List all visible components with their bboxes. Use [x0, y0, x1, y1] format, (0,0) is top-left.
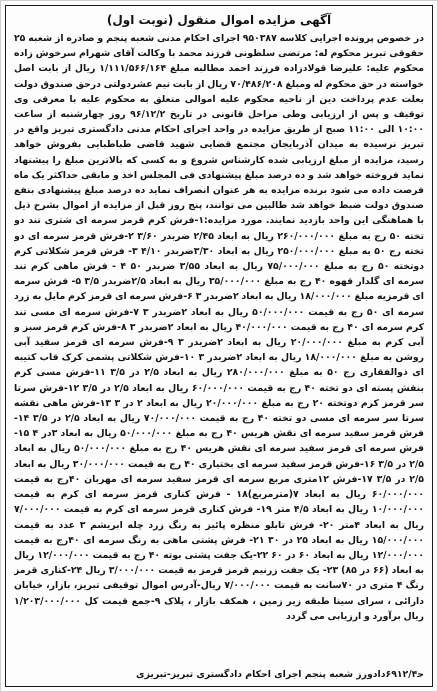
notice-body-text: در خصوص پرونده اجرایی کلاسه ۹۵۰۳۸۷ اجرای احکام مدنی شعبه پنجم و صادره از شعبه ۲۵ حقوقی تبریز محکوم له: مرتضی سلطونی فرزند محمد با وکالت آقای شهرام سرخوش زاده محکوم علیه: علیرضا قولادزاده فرزند احمد مطالبه مبلغ ۱/۱۱۱/۵۶۶/۱۶۴ ریال از بابت اصل خواسته در حق محکوم له ومبلغ ۷۰/۴۸۶/۲۰۸ ریال از بابت نیم عشردولتی درحق صندوق دولت بعلت عدم پرداخت دین از ناحیه محکوم علیه اموالی متعلق به محکوم علیه با معرفی وی توقیف و پس از ارزیابی وطی مراحل قانونی در تاریخ ۹۶/۱۲/۲ روز چهارشنبه از ساعت ۱۰:۰۰ الی ۱۱:۰۰ صبح از طریق مزایده در واحد اجرای احکام مدنی دادگستری تبریز واقع در تبریز نرسیده به میدان آذربایجان مجتمع قضایی شهید قاضی طباطبایی بفروش خواهد رسید، مزایده از مبلغ ارزیابی شده کارشناس شروع و به کسی که بالاترین مبلغ را پیشنهاد نماید فروخته خواهد شد و ده درصد مبلغ پیشنهادی فی المجلس اخذ و مابقی حداکثر یک ماه فرصت داده می شود برنده مزایده به هر عنوان انصراف نماید ده درصد مبلغ پیشنهادی بنفع صندوق دولت ضبط خواهد شد طالبین می توانند، پنج روز قبل از مزایده از اموال بشرح ذیل با هماهنگی این واحد بازدید نمایند. مورد مزایده:۱-فرش کرم قرمز سرمه ای شتری تند دو تخته ۵۰ رج به مبلغ ۲۶۰/۰۰۰/۰۰۰ ریال به ابعاد ۲/۴۵ ضربدر ۳/۶۰ ۲-فرش قرمز سرمه ای دو تخته رج ۵۰ به مبلغ ۲۵۰/۰۰۰/۰۰۰ ریال به ابعاد ۳/۳۰ضربدر ۴/۱۰ ۳- فرش قرمز شکلاتی کرم دوتخته ۵۰ رج به مبلغ ۷۵/۰۰۰/۰۰۰ ریال به ابعاد ۳/۵۵ ضربدر ۵۰ ۴ - فرش ماهی کرم تند سرمه ای گلدار قهوه ۴۰ رج به مبلغ ۳۵/۰۰۰/۰۰۰ ریال به ابعاد ۲/۵ضربدر ۳/۵ ۵- فرش سرمه ای قرمزیه مبلغ ۱۸/۰۰۰/۰۰۰ ریال به ابعاد ۲ضربدر ۳ ۶-فرش سرمه ای قرمز کرم مایل به زرد سرمه ای ۵۰ رج به قیمت ۵۰/۰۰۰/۰۰۰ ریال به ابعاد ۲ضربدر ۳ ۷-فرش سرمه ای مسی تند کرم سرمه ای ۴۰ رج به قیمت ۴۰/۰۰۰/۰۰۰ ریال به ابعاد ۲ضربدر ۳ ۸-فرش کرم قرمز سبز و آبی کرم به مبلغ ۲۰/۰۰۰/۰۰۰ ریال به ابعاد ۲ضربدر ۳ ۹-فرش سرمه ای قرمز سفید آبی روشن به مبلغ ۱۸/۰۰۰/۰۰۰ ریال به ابعاد ۲ضربدر ۳ ۱۰-فرش شکلاتی پشمی کرک قاب کتیبه ای ذوالفقاری رج ۵۰ به مبلغ ۲۸۰/۰۰۰/۰۰۰ ریال به ابعاد ۲/۵ در ۳/۵ ۱۱-فرش مسی کرم بنفش پسته ای دو تخته ۴۰ رج به قیمت ۶۰/۰۰۰/۰۰۰ ریال به ابعاد ۲/۵ در ۳/۵ ۱۲-فرش سرتا سر قرمز کرم دوتخته ۲۰ رج به مبلغ ۲۰/۰۰۰/۰۰۰ ریال به ابعاد ۲ در ۳ ۱۳-فرش ماهی نقشه سرتا سر سرمه ای مسی دو تخته ۴۰ رج به قیمت ۷۰/۰۰۰/۰۰۰ ریال به ابعاد ۲/۵ در ۳/۵ ۱۴-فرش قرمز سفید سرمه ای نقش هریس ۴۰ رج به مبلغ ۵۰/۰۰۰/۰۰۰ ریال به ابعاد ۳در ۴ ۱۵-فرش سرمه ای قرمز سفید سرمه ای نقش هریس ۴۰ رج به مبلغ ۵۰/۰۰۰/۰۰۰ ریال به ابعاد ۲/۵ در ۳/۵ ۱۶-فرش قرمز سفید سرمه ای بختیاری ۴۰ رج به قیمت ۳۰/۰۰۰/۰۰۰ ریال به ابعاد ۲/۵ در ۳/۵ ۱۷-فرش ۱۲متری مربع سرمه ای قرمز سفید سرمه ای مهربان ۴۰رج به قیمت ۶۰/۰۰۰/۰۰۰ ریال به ابعاد ۷(مترمربع)۱۸ - فرش کناری قرمز سرمه ای کرم به قیمت ۱۰/۰۰۰/۰۰۰ ریال به ابعاد ۴/۵ متر ۱۹- فرش کناری قرمز سرمه ای کرم به قیمت ۷/۰۰۰/۰۰۰ ریال به ابعاد ۴متر ۲۰- فرش تابلو منظره پائیز به رنگ زرد چله ابریشم ۳ عدد به قیمت ۱۵/۰۰۰/۰۰۰ ریال به ابعاد ۲۵ در ۳۰ ۲۱- فرش پشتی ماهی به رنگ سرمه ای ۴۰رج به قیمت ۱۲/۰۰۰/۰۰۰ ریال به ابعاد ۶۰ در ۶۰ ۲۲-یک جفت پشتی بوته ۴۰ رج به قیمت ۱۲/۰۰۰/۰۰۰ ریال به ابعاد (۶۶ در ۸۵) ۲۳- یک جفت زرنیم قرمز قرمز به قیمت ۳/۰۰۰/۰۰۰ ریال ۲۴-کناری قرمز رنگ ۴ متری در ۷۰سانت به قیمت ۷/۰۰۰/۰۰۰ ریال-آدرس اموال توقیفی تبریز، بازار، خیابان دارائی ، سرای سینا طبقه زیر زمین ، همکف بازار ، پلاک ۹-جمع قیمت کل ۱/۲۰۳/۰۰۰/۰۰۰ ریال برآورد و ارزیابی می گردد: [14, 33, 424, 622]
notice-border: [5, 5, 433, 687]
notice-title: آگهی مزایده اموال منقول (نوبت اول): [106, 13, 332, 27]
notice-signature: ح‍۶۹۱۲/۴دادورز شعبه پنجم اجرای احکام دادگستری تبریز-تبریزی: [136, 669, 424, 680]
